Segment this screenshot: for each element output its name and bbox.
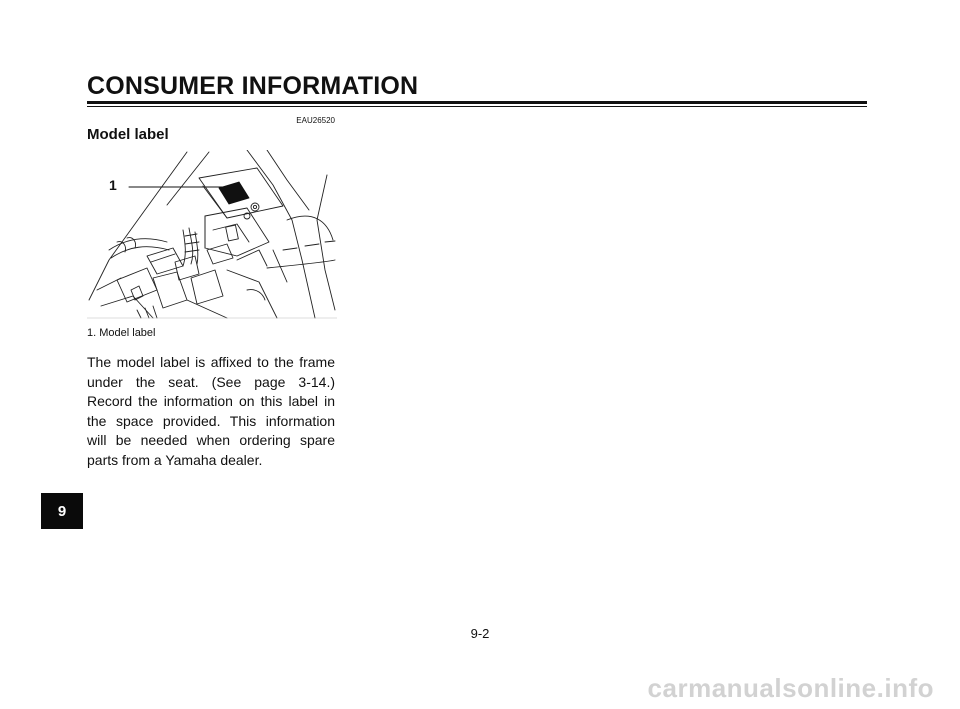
model-label-illustration <box>87 150 337 320</box>
header-rule-thick <box>87 101 867 104</box>
header-rule-thin <box>87 106 867 107</box>
callout-number: 1 <box>109 177 117 193</box>
chapter-tab: 9 <box>41 493 83 529</box>
figure-caption: 1. Model label <box>87 327 156 339</box>
section-heading: Model label <box>87 126 169 143</box>
model-label-plate <box>219 182 249 204</box>
page-number: 9-2 <box>470 626 490 641</box>
body-paragraph: The model label is affixed to the frame under the seat. (See page 3-14.) Record the information on this label in the space provided. This information will be needed when ordering spare parts from a Yamaha dealer. <box>87 354 335 468</box>
page-header-title: CONSUMER INFORMATION <box>87 72 419 100</box>
watermark: carmanualsonline.info <box>647 673 934 703</box>
section-code: EAU26520 <box>296 116 335 125</box>
